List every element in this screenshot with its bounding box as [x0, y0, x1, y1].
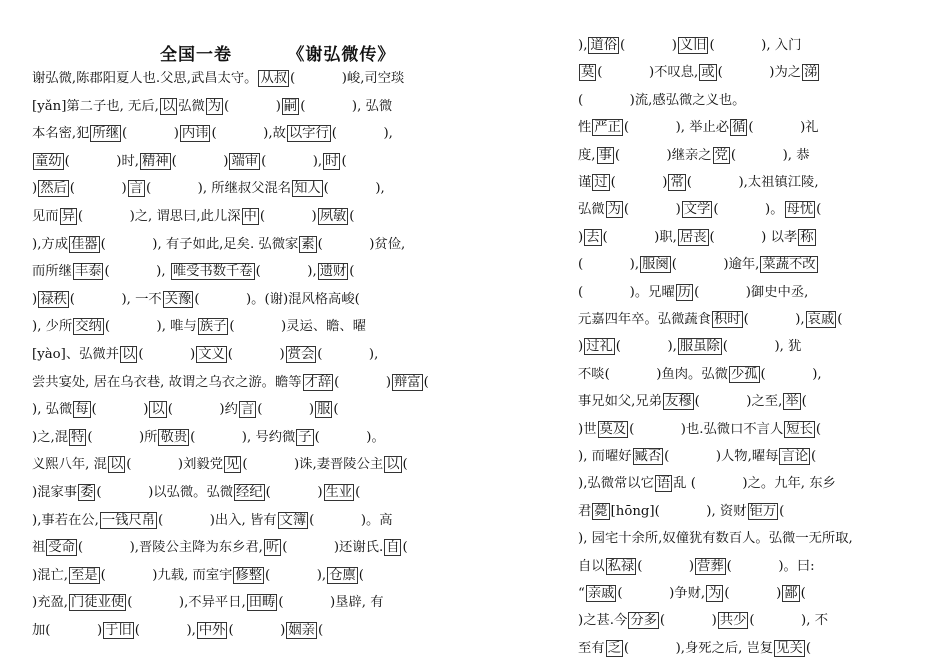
text-segment: ( )。曰:: [726, 558, 815, 574]
text-segment: )混家事: [32, 485, 78, 500]
text-segment: ( ),太祖镇江陵,: [686, 175, 819, 190]
boxed-keyword: 素: [301, 236, 315, 252]
boxed-keyword: 少孤: [730, 366, 758, 382]
boxed-keyword: 见关: [776, 640, 803, 656]
boxed-keyword: 循: [732, 120, 746, 136]
boxed-keyword: 族子: [199, 319, 227, 335]
text-segment: ),: [578, 38, 588, 53]
text-segment: ( )所: [87, 429, 158, 445]
text-segment: )之,混: [32, 429, 69, 445]
text-segment: (: [402, 540, 408, 556]
boxed-keyword: 称: [800, 229, 814, 245]
text-segment: (: [805, 640, 812, 656]
text-segment: ( )垦辟, 有: [278, 595, 384, 611]
text-segment: 谨: [578, 175, 592, 190]
text-segment: 谢弘微,陈郡阳夏人也.父思,武昌太守。: [32, 71, 258, 86]
text-segment: ( )。: [314, 429, 385, 445]
boxed-keyword: 私禄: [607, 558, 635, 574]
text-segment: 度,: [578, 147, 596, 163]
text-segment: ( ), 一不: [69, 291, 162, 307]
text-segment: ( ): [122, 126, 179, 142]
text-line: [32, 539, 408, 557]
text-line: [32, 594, 384, 612]
text-segment: ( ): [659, 613, 717, 629]
text-segment: ( ): [724, 586, 782, 601]
text-line: [32, 208, 355, 226]
text-segment: ( )。兄曜: [578, 284, 675, 300]
text-segment: )世: [578, 421, 597, 437]
text-line: [32, 429, 385, 447]
text-line: [578, 421, 821, 439]
text-segment: ( )。: [713, 202, 784, 218]
boxed-keyword: 以: [109, 457, 124, 473]
boxed-keyword: 事: [598, 147, 612, 163]
boxed-keyword: 自: [386, 540, 400, 556]
text-segment: ),事若在公,: [32, 512, 99, 528]
text-segment: 义熙八年, 混: [32, 457, 107, 473]
text-segment: )充盈,: [32, 595, 69, 611]
text-segment: (: [816, 202, 822, 218]
boxed-keyword: 营葬: [697, 558, 724, 574]
text-segment: ( )出入, 皆有: [158, 512, 277, 528]
boxed-keyword: 时: [325, 153, 339, 169]
boxed-keyword: 关豫: [164, 291, 192, 307]
boxed-keyword: 常: [670, 175, 684, 190]
text-line: [32, 567, 364, 585]
text-segment: ( ): [610, 175, 668, 190]
text-line: [578, 475, 836, 493]
text-segment: ( ), 举止必: [623, 120, 730, 136]
text-line: [578, 338, 801, 356]
text-line: [578, 366, 822, 384]
boxed-keyword: 丰泰: [74, 264, 102, 280]
boxed-keyword: 嗣: [283, 98, 298, 114]
boxed-keyword: 生业: [325, 485, 353, 500]
boxed-keyword: 以: [386, 457, 400, 473]
text-segment: ( )贫俭,: [317, 236, 406, 252]
boxed-keyword: 乏: [607, 640, 621, 656]
text-line: [578, 37, 801, 55]
text-segment: ( ),: [331, 126, 393, 142]
text-line: [32, 346, 378, 364]
boxed-keyword: 禄秩: [40, 291, 67, 307]
boxed-keyword: 交纳: [75, 319, 102, 335]
boxed-keyword: 积时: [713, 312, 741, 327]
boxed-keyword: 委: [80, 485, 94, 500]
text-segment: ( ): [637, 558, 695, 574]
text-line: [32, 263, 355, 281]
text-line: [578, 174, 819, 192]
text-segment: ( )礼: [748, 120, 819, 136]
text-segment: ( )刘毅党: [126, 457, 224, 473]
boxed-keyword: 哀戚: [807, 312, 835, 327]
boxed-keyword: 举: [785, 394, 799, 410]
boxed-keyword: 薨: [594, 503, 608, 519]
text-line: [32, 153, 347, 171]
boxed-keyword: 道俗: [590, 38, 618, 53]
text-segment: ( ), 恭: [730, 147, 810, 163]
boxed-keyword: 门徒业使: [71, 595, 125, 611]
text-segment: ( )还谢氏.: [282, 540, 384, 556]
text-segment: ( ): [334, 374, 392, 390]
boxed-keyword: 服虽除: [679, 339, 720, 355]
text-segment: ), 而曜好: [578, 449, 632, 464]
text-segment: (: [779, 503, 785, 519]
text-segment: 元嘉四年卒。弘微蔬食: [578, 312, 711, 327]
text-segment: ( ): [138, 347, 196, 362]
text-segment: ( )诛,妻晋陵公主: [242, 457, 384, 473]
text-line: [578, 311, 842, 329]
boxed-keyword: 才辞: [304, 374, 332, 390]
boxed-keyword: 以: [151, 402, 165, 418]
text-segment: 至有: [578, 640, 605, 656]
text-line: [578, 640, 811, 658]
boxed-keyword: 唯受书数千卷: [172, 264, 253, 280]
boxed-keyword: 以: [161, 98, 176, 114]
boxed-keyword: 为: [708, 586, 722, 601]
boxed-keyword: 一钱尺帛: [101, 512, 156, 528]
text-segment: 弘微: [178, 98, 205, 114]
text-segment: ( )人物,曜每: [664, 449, 779, 464]
text-segment: ( ) 以孝: [709, 229, 798, 245]
boxed-keyword: 共少: [719, 613, 747, 629]
boxed-keyword: 仓廪: [329, 567, 356, 583]
text-segment: ( ),身死之后, 岂复: [623, 640, 774, 656]
document-title: 全国一卷 《谢弘微传》: [160, 45, 396, 65]
boxed-keyword: 受命: [48, 540, 75, 556]
boxed-keyword: 然后: [40, 181, 67, 197]
boxed-keyword: 敬贵: [160, 429, 188, 445]
text-segment: ( ): [228, 623, 286, 638]
boxed-keyword: 内讳: [181, 126, 209, 142]
text-segment: 祖: [32, 540, 46, 556]
boxed-keyword: 特: [71, 429, 85, 445]
boxed-keyword: 言论: [781, 449, 809, 464]
text-line: [578, 147, 810, 165]
text-segment: ( )流,感弘微之义也。: [578, 92, 746, 108]
text-segment: ( ): [259, 209, 317, 224]
text-segment: 不啖( )鱼肉。弘微: [578, 366, 728, 382]
text-segment: ( ),: [261, 153, 323, 169]
text-segment: (: [837, 312, 843, 327]
text-segment: “: [578, 586, 585, 601]
text-line: [32, 622, 323, 640]
text-segment: ( )逾年,: [671, 257, 760, 273]
text-segment: ( ): [623, 202, 681, 218]
boxed-keyword: 从叔: [260, 71, 288, 86]
text-segment: 君: [578, 503, 592, 519]
boxed-keyword: 钜万: [749, 503, 777, 519]
boxed-keyword: 田畴: [248, 595, 276, 611]
text-line: [32, 180, 385, 198]
text-segment: ( )时,: [64, 153, 139, 169]
text-segment: ( )。高: [309, 512, 393, 528]
text-line: [578, 585, 806, 603]
boxed-keyword: 文学: [683, 202, 711, 218]
boxed-keyword: 分多: [630, 613, 657, 629]
text-segment: ( ),: [317, 347, 379, 362]
text-segment: [yǎn]第二子也, 无后,: [32, 98, 159, 114]
text-segment: ( )争财,: [617, 586, 706, 601]
text-segment: ( ), 所继叔父混名: [145, 181, 292, 197]
text-segment: ): [32, 291, 38, 307]
text-segment: (: [402, 457, 408, 473]
text-segment: ( )为之: [717, 65, 802, 81]
text-segment: (: [341, 153, 347, 169]
boxed-keyword: 言: [240, 402, 255, 418]
text-segment: ( ), 不: [749, 613, 828, 629]
text-segment: ( ),: [743, 312, 805, 327]
text-segment: (: [815, 421, 822, 437]
text-line: [32, 456, 408, 474]
text-segment: 事兄如父,兄弟: [578, 394, 663, 410]
text-segment: ( ), 号约微: [190, 429, 296, 445]
text-segment: ), 少所: [32, 319, 73, 335]
boxed-keyword: 历: [677, 284, 692, 300]
boxed-keyword: 去: [586, 229, 600, 245]
text-segment: ( ),: [760, 366, 822, 382]
boxed-keyword: 以字行: [288, 126, 329, 142]
text-segment: ( ),不异平日,: [127, 595, 246, 611]
text-segment: ),弘微常以它: [578, 476, 654, 492]
text-segment: ( )继亲之: [614, 147, 712, 163]
text-segment: 尝共宴处, 居在乌衣巷, 故谓之乌衣之游。瞻等: [32, 374, 302, 390]
text-segment: ( )。(谢)混风格高峻(: [194, 291, 360, 307]
text-segment: )之甚.今: [578, 613, 628, 629]
text-segment: (: [811, 449, 817, 464]
boxed-keyword: 服: [317, 402, 331, 418]
text-segment: ): [578, 339, 584, 355]
text-segment: ( )约: [167, 402, 238, 418]
text-segment: ( )灵运、瞻、曜: [229, 319, 367, 335]
text-segment: ( )九载, 而室宇: [100, 567, 233, 583]
text-line: [578, 256, 819, 274]
boxed-keyword: 以: [122, 347, 136, 362]
text-segment: ( ),: [578, 257, 640, 273]
boxed-keyword: 莫: [581, 65, 595, 81]
boxed-keyword: 亲戚: [587, 586, 615, 601]
boxed-keyword: 遗财: [319, 264, 347, 280]
boxed-keyword: 义旧: [679, 38, 707, 53]
text-segment: ( ), 犹: [722, 339, 802, 355]
text-segment: )混亡,: [32, 567, 69, 583]
text-line: [32, 98, 392, 116]
boxed-keyword: 中外: [198, 623, 226, 638]
boxed-keyword: 见: [226, 457, 240, 473]
text-segment: ), 弘微: [32, 402, 73, 418]
boxed-keyword: 莫及: [599, 421, 627, 437]
boxed-keyword: 严正: [594, 120, 621, 136]
text-segment: ( )之至,: [694, 394, 783, 410]
text-line: [578, 393, 807, 411]
boxed-keyword: 为: [607, 202, 621, 218]
text-line: [32, 291, 360, 309]
boxed-keyword: 短长: [786, 421, 813, 437]
boxed-keyword: 过礼: [586, 339, 613, 355]
boxed-keyword: 过: [594, 175, 608, 190]
text-line: [32, 236, 405, 254]
text-segment: ( ): [91, 402, 149, 418]
text-segment: ( ),: [615, 339, 677, 355]
boxed-keyword: 辩富: [394, 374, 421, 390]
text-segment: ( ), 入门: [709, 38, 802, 53]
boxed-keyword: 异: [61, 209, 75, 224]
boxed-keyword: 子: [298, 429, 312, 445]
text-segment: ( ): [69, 181, 127, 197]
text-line: [32, 318, 366, 336]
text-segment: (: [423, 374, 429, 390]
boxed-keyword: 鄙: [784, 586, 798, 601]
text-segment: ( ),: [255, 264, 317, 280]
text-segment: ): [578, 229, 584, 245]
boxed-keyword: 童幼: [35, 153, 62, 169]
boxed-keyword: 党: [714, 147, 728, 163]
text-line: [32, 512, 393, 530]
boxed-keyword: 佳器: [71, 236, 98, 252]
text-line: [578, 64, 820, 82]
text-segment: (: [800, 586, 806, 601]
text-segment: 乱 ( )之。九年, 东乡: [673, 476, 836, 492]
text-segment: 而所继: [32, 264, 72, 280]
text-line: [32, 401, 339, 419]
text-segment: ( )不叹息,: [597, 65, 699, 81]
text-segment: ( ): [620, 38, 677, 53]
text-segment: 弘微: [578, 202, 605, 218]
text-segment: 自以: [578, 558, 605, 574]
boxed-keyword: 文义: [198, 347, 225, 362]
text-segment: (: [317, 623, 324, 638]
boxed-keyword: 于旧: [105, 623, 132, 638]
text-line: [578, 201, 821, 219]
text-segment: ( )职,: [602, 229, 677, 245]
text-segment: ( )也.弘微口不言人: [629, 421, 784, 437]
text-segment: ( ): [227, 347, 285, 362]
text-segment: ( ): [224, 98, 281, 114]
text-line: [578, 503, 784, 521]
text-segment: ): [32, 181, 38, 197]
text-segment: (: [358, 567, 364, 583]
boxed-keyword: 臧否: [634, 449, 662, 464]
text-segment: ( ),: [134, 623, 196, 638]
boxed-keyword: 端审: [231, 153, 259, 169]
text-segment: ( )峻,司空琰: [290, 71, 405, 86]
boxed-keyword: 经纪: [236, 485, 263, 500]
text-segment: ( ),晋陵公主降为东乡君,: [77, 540, 263, 556]
text-line: [32, 70, 404, 88]
text-segment: (: [349, 264, 355, 280]
boxed-keyword: 服阕: [642, 257, 669, 273]
boxed-keyword: 精神: [142, 153, 169, 169]
text-segment: 加( ): [32, 623, 103, 638]
text-segment: ( ): [265, 485, 323, 500]
text-segment: (: [349, 209, 355, 224]
boxed-keyword: 语: [656, 476, 671, 492]
text-line: [578, 530, 853, 548]
text-line: [578, 448, 816, 466]
boxed-keyword: 每: [75, 402, 89, 418]
text-line: [578, 92, 745, 110]
boxed-keyword: 友穆: [665, 394, 692, 410]
text-segment: 见而: [32, 209, 59, 224]
boxed-keyword: 知人: [294, 181, 321, 197]
boxed-keyword: 所继: [92, 126, 120, 142]
text-segment: ), 园宅十余所,奴僮犹有数百人。弘微一无所取,: [578, 531, 853, 547]
boxed-keyword: 或: [701, 65, 715, 81]
text-segment: ( ),: [265, 567, 327, 583]
boxed-keyword: 夙敏: [319, 209, 347, 224]
text-segment: ( )御史中丞,: [694, 284, 809, 300]
text-segment: [hōng]( ), 资财: [610, 503, 747, 519]
boxed-keyword: 文簿: [279, 512, 307, 528]
boxed-keyword: 言: [129, 181, 143, 197]
text-segment: ( )之, 谓思曰,此儿深: [77, 209, 241, 224]
text-line: [32, 374, 429, 392]
boxed-keyword: 听: [265, 540, 280, 556]
text-segment: ( ): [171, 153, 229, 169]
text-segment: ( ), 唯与: [104, 319, 197, 335]
text-segment: [yào]、弘微并: [32, 347, 120, 362]
text-segment: ( )以弘微。弘微: [96, 485, 234, 500]
text-segment: ( ),: [323, 181, 385, 197]
text-segment: ( ),故: [211, 126, 286, 142]
text-line: [578, 612, 828, 630]
text-line: [32, 125, 393, 143]
text-segment: (: [801, 394, 807, 410]
text-segment: ( ),: [104, 264, 170, 280]
text-line: [578, 119, 819, 137]
text-segment: 性: [578, 120, 592, 136]
text-segment: (: [355, 485, 361, 500]
text-line: [32, 484, 360, 502]
text-segment: ( ), 有子如此,足矣. 弘微家: [100, 236, 299, 252]
boxed-keyword: 中: [243, 209, 257, 224]
boxed-keyword: 姻亲: [288, 623, 315, 638]
text-segment: ),方成: [32, 236, 69, 252]
boxed-keyword: 赏会: [287, 347, 315, 362]
boxed-keyword: 至是: [71, 567, 98, 583]
text-line: [578, 558, 815, 576]
text-segment: ( ): [257, 402, 315, 418]
boxed-keyword: 母忧: [786, 202, 814, 218]
text-line: [578, 229, 817, 247]
text-segment: 本名密,犯: [32, 126, 90, 142]
text-segment: ( ), 弘微: [300, 98, 393, 114]
boxed-keyword: 居丧: [679, 229, 707, 245]
boxed-keyword: 修整: [235, 567, 263, 583]
boxed-keyword: 菜蔬不改: [762, 257, 816, 273]
text-segment: (: [333, 402, 339, 418]
text-line: [578, 284, 808, 302]
boxed-keyword: 涕: [804, 65, 818, 81]
boxed-keyword: 为: [207, 98, 222, 114]
